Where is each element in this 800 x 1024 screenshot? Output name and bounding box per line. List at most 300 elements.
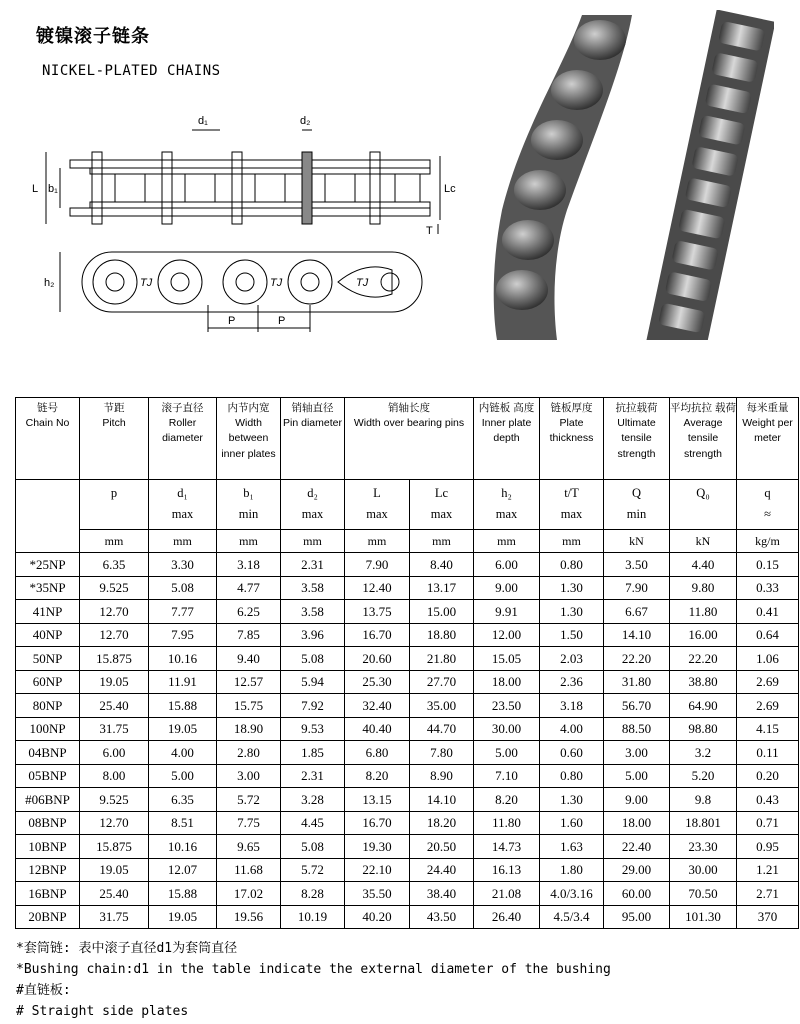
value-cell: 11.80: [670, 600, 737, 624]
value-cell: 19.05: [149, 717, 217, 741]
value-cell: 0.20: [737, 764, 799, 788]
value-cell: 0.80: [540, 764, 604, 788]
value-cell: 9.8: [670, 788, 737, 812]
chain-no-cell: 80NP: [16, 694, 80, 718]
value-cell: 29.00: [604, 858, 670, 882]
value-cell: 2.36: [540, 670, 604, 694]
value-cell: 6.25: [217, 600, 281, 624]
value-cell: 27.70: [410, 670, 474, 694]
value-cell: 12.70: [80, 811, 149, 835]
label-pitch-1: P: [228, 315, 236, 327]
header-en: Pitch: [102, 417, 126, 430]
footnote-2: *Bushing chain:d1 in the table indicate the external diameter of the bushing: [16, 962, 611, 977]
header-en: Chain No: [25, 417, 70, 430]
value-cell: 2.03: [540, 647, 604, 671]
chain-no-cell: 04BNP: [16, 741, 80, 765]
value-cell: 8.00: [80, 764, 149, 788]
value-cell: 18.801: [670, 811, 737, 835]
chain-no-cell: 41NP: [16, 600, 80, 624]
header-en: Average tensile strength: [683, 417, 723, 460]
header-cell: [540, 398, 604, 480]
label-T: T: [426, 225, 433, 237]
header-cn: 销轴长度: [388, 402, 430, 414]
value-cell: 30.00: [670, 858, 737, 882]
symbol-cell: [281, 480, 345, 530]
value-cell: 2.69: [737, 694, 799, 718]
value-cell: 5.08: [281, 647, 345, 671]
value-cell: 18.20: [410, 811, 474, 835]
chain-no-cell: 60NP: [16, 670, 80, 694]
value-cell: 2.71: [737, 882, 799, 906]
value-cell: 16.00: [670, 623, 737, 647]
plate-stamp-3: TJ: [356, 277, 369, 289]
value-cell: 18.00: [604, 811, 670, 835]
unit-cell: mm: [217, 530, 281, 553]
value-cell: 95.00: [604, 905, 670, 929]
value-cell: 15.75: [217, 694, 281, 718]
symbol-cell: [670, 480, 737, 530]
table-row: [16, 858, 799, 882]
value-cell: 23.50: [474, 694, 540, 718]
symbol-cell: [474, 480, 540, 530]
value-cell: 7.10: [474, 764, 540, 788]
value-cell: 1.21: [737, 858, 799, 882]
value-cell: 31.75: [80, 717, 149, 741]
value-cell: 2.31: [281, 764, 345, 788]
header-en: Width over bearing pins: [353, 417, 465, 430]
value-cell: 12.00: [474, 623, 540, 647]
header-cell: [345, 398, 474, 480]
value-cell: 3.58: [281, 600, 345, 624]
page-title-chinese: 镀镍滚子链条: [36, 26, 150, 47]
footnotes: [16, 938, 611, 1022]
value-cell: 56.70: [604, 694, 670, 718]
value-cell: 6.35: [80, 553, 149, 577]
value-cell: 35.00: [410, 694, 474, 718]
label-d2: d₂: [300, 115, 311, 127]
symbol: Q₀: [696, 486, 710, 500]
value-cell: 1.06: [737, 647, 799, 671]
value-cell: 7.75: [217, 811, 281, 835]
table-row: [16, 694, 799, 718]
footnote-3: #直链板:: [16, 983, 71, 998]
value-cell: 35.50: [345, 882, 410, 906]
value-cell: 38.40: [410, 882, 474, 906]
value-cell: 3.50: [604, 553, 670, 577]
value-cell: 1.85: [281, 741, 345, 765]
value-cell: 98.80: [670, 717, 737, 741]
value-cell: 101.30: [670, 905, 737, 929]
value-cell: 7.77: [149, 600, 217, 624]
value-cell: 4.5/3.4: [540, 905, 604, 929]
chain-no-cell: *35NP: [16, 576, 80, 600]
header-en: Width between inner plates: [221, 417, 276, 460]
value-cell: 60.00: [604, 882, 670, 906]
value-cell: 20.50: [410, 835, 474, 859]
symbol: Lc: [434, 486, 449, 500]
footnote-1: *套筒链: 表中滚子直径d1为套筒直径: [16, 941, 238, 956]
unit-cell: mm: [149, 530, 217, 553]
value-cell: 16.13: [474, 858, 540, 882]
qualifier: min: [626, 507, 647, 522]
label-b1: b₁: [48, 183, 58, 195]
value-cell: 6.00: [474, 553, 540, 577]
value-cell: 0.15: [737, 553, 799, 577]
symbol-cell: [217, 480, 281, 530]
unit-cell: mm: [410, 530, 474, 553]
value-cell: 22.10: [345, 858, 410, 882]
value-cell: 9.525: [80, 788, 149, 812]
value-cell: 15.05: [474, 647, 540, 671]
header-cell: [281, 398, 345, 480]
value-cell: 15.00: [410, 600, 474, 624]
value-cell: 3.30: [149, 553, 217, 577]
label-Lc: Lc: [444, 183, 456, 195]
value-cell: 2.69: [737, 670, 799, 694]
header-cell: [217, 398, 281, 480]
chain-no-cell: 05BNP: [16, 764, 80, 788]
symbol-cell: [604, 480, 670, 530]
value-cell: 38.80: [670, 670, 737, 694]
value-cell: 4.45: [281, 811, 345, 835]
value-cell: 4.00: [540, 717, 604, 741]
value-cell: 7.80: [410, 741, 474, 765]
unit-cell: mm: [80, 530, 149, 553]
unit-cell: mm: [540, 530, 604, 553]
value-cell: 22.20: [604, 647, 670, 671]
qualifier: max: [495, 507, 518, 522]
value-cell: 0.95: [737, 835, 799, 859]
value-cell: 22.20: [670, 647, 737, 671]
table-row: [16, 788, 799, 812]
value-cell: 9.525: [80, 576, 149, 600]
table-row: [16, 811, 799, 835]
qualifier: max: [301, 507, 324, 522]
value-cell: 2.80: [217, 741, 281, 765]
value-cell: 19.05: [80, 670, 149, 694]
header-cn: 节距: [103, 402, 125, 414]
chain-photo-right: [646, 10, 774, 340]
value-cell: 44.70: [410, 717, 474, 741]
symbol: d₁: [177, 486, 188, 500]
value-cell: 19.05: [149, 905, 217, 929]
value-cell: 3.18: [540, 694, 604, 718]
value-cell: 14.10: [604, 623, 670, 647]
unit-cell: mm: [281, 530, 345, 553]
label-pitch-2: P: [278, 315, 286, 327]
value-cell: 10.19: [281, 905, 345, 929]
value-cell: 7.90: [604, 576, 670, 600]
header-en: Weight per meter: [742, 417, 793, 445]
value-cell: 1.30: [540, 788, 604, 812]
value-cell: 10.16: [149, 647, 217, 671]
value-cell: 8.28: [281, 882, 345, 906]
symbol: L: [373, 486, 381, 500]
unit-cell: kN: [670, 530, 737, 553]
chain-no-cell: 40NP: [16, 623, 80, 647]
value-cell: 7.85: [217, 623, 281, 647]
value-cell: 9.80: [670, 576, 737, 600]
value-cell: 0.41: [737, 600, 799, 624]
symbol-cell: [149, 480, 217, 530]
header-cn: 销轴直径: [291, 402, 334, 414]
value-cell: 9.65: [217, 835, 281, 859]
qualifier: ≈: [764, 507, 771, 522]
value-cell: 1.60: [540, 811, 604, 835]
value-cell: 9.53: [281, 717, 345, 741]
chain-spec-table: [15, 397, 799, 929]
blank-cell: [16, 480, 80, 553]
symbol-cell: [540, 480, 604, 530]
value-cell: 1.30: [540, 600, 604, 624]
label-d1: d₁: [198, 115, 208, 127]
value-cell: 8.51: [149, 811, 217, 835]
chain-no-cell: 100NP: [16, 717, 80, 741]
value-cell: 0.64: [737, 623, 799, 647]
chain-photo-left: [494, 15, 632, 340]
table-row: [16, 670, 799, 694]
value-cell: 8.20: [474, 788, 540, 812]
value-cell: 40.20: [345, 905, 410, 929]
value-cell: 64.90: [670, 694, 737, 718]
value-cell: 25.40: [80, 694, 149, 718]
header-cn: 内链板 高度: [478, 402, 535, 414]
value-cell: 10.16: [149, 835, 217, 859]
symbol: t/T: [564, 486, 579, 500]
value-cell: 18.90: [217, 717, 281, 741]
value-cell: 19.56: [217, 905, 281, 929]
value-cell: 5.08: [149, 576, 217, 600]
chain-no-cell: #06BNP: [16, 788, 80, 812]
value-cell: 26.40: [474, 905, 540, 929]
value-cell: 25.40: [80, 882, 149, 906]
symbol-cell: [737, 480, 799, 530]
value-cell: 11.91: [149, 670, 217, 694]
value-cell: 5.20: [670, 764, 737, 788]
table-row: [16, 882, 799, 906]
footnote-4: # Straight side plates: [16, 1004, 189, 1019]
label-h2: h₂: [44, 277, 55, 289]
value-cell: 3.00: [217, 764, 281, 788]
header-cn: 链板厚度: [550, 402, 593, 414]
symbol: p: [110, 486, 118, 500]
table-row: [16, 905, 799, 929]
table-row: [16, 741, 799, 765]
chain-no-cell: *25NP: [16, 553, 80, 577]
header-cn: 链号: [37, 402, 58, 414]
header-cell: [16, 398, 80, 480]
header-cell: [80, 398, 149, 480]
value-cell: 7.95: [149, 623, 217, 647]
value-cell: 1.30: [540, 576, 604, 600]
value-cell: 21.08: [474, 882, 540, 906]
header-cn: 平均抗拉 载荷: [670, 402, 736, 414]
value-cell: 70.50: [670, 882, 737, 906]
value-cell: 15.88: [149, 882, 217, 906]
value-cell: 30.00: [474, 717, 540, 741]
value-cell: 8.20: [345, 764, 410, 788]
chain-no-cell: 16BNP: [16, 882, 80, 906]
value-cell: 0.43: [737, 788, 799, 812]
header-en: Ultimate tensile strength: [617, 417, 656, 460]
header-cn: 滚子直径: [161, 402, 204, 414]
value-cell: 1.80: [540, 858, 604, 882]
value-cell: 5.72: [281, 858, 345, 882]
value-cell: 19.05: [80, 858, 149, 882]
table-row: [16, 717, 799, 741]
value-cell: 15.88: [149, 694, 217, 718]
symbol: d₂: [307, 486, 318, 500]
symbol: Q: [631, 486, 642, 500]
value-cell: 11.80: [474, 811, 540, 835]
value-cell: 1.63: [540, 835, 604, 859]
value-cell: 2.31: [281, 553, 345, 577]
value-cell: 8.40: [410, 553, 474, 577]
value-cell: 3.58: [281, 576, 345, 600]
chain-no-cell: 08BNP: [16, 811, 80, 835]
value-cell: 19.30: [345, 835, 410, 859]
value-cell: 4.00: [149, 741, 217, 765]
table-row: [16, 647, 799, 671]
value-cell: 6.80: [345, 741, 410, 765]
page-title-english: NICKEL-PLATED CHAINS: [42, 63, 221, 79]
value-cell: 5.08: [281, 835, 345, 859]
symbol-cell: [80, 480, 149, 530]
value-cell: 17.02: [217, 882, 281, 906]
chain-no-cell: 20BNP: [16, 905, 80, 929]
qualifier: max: [171, 507, 194, 522]
value-cell: 21.80: [410, 647, 474, 671]
value-cell: 14.10: [410, 788, 474, 812]
value-cell: 31.75: [80, 905, 149, 929]
header-cell: [474, 398, 540, 480]
table-row: [16, 764, 799, 788]
chain-dimension-diagram: [20, 100, 460, 340]
symbol: h₂: [501, 486, 512, 500]
value-cell: 14.73: [474, 835, 540, 859]
header-cn: 每米重量: [746, 402, 789, 414]
qualifier: max: [366, 507, 388, 522]
header-cell: [670, 398, 737, 480]
value-cell: 5.00: [149, 764, 217, 788]
value-cell: 370: [737, 905, 799, 929]
value-cell: 11.68: [217, 858, 281, 882]
value-cell: 5.72: [217, 788, 281, 812]
value-cell: 9.00: [474, 576, 540, 600]
value-cell: 18.00: [474, 670, 540, 694]
value-cell: 6.67: [604, 600, 670, 624]
symbol-cell: [410, 480, 474, 530]
value-cell: 4.0/3.16: [540, 882, 604, 906]
table-row: [16, 553, 799, 577]
symbol: q: [764, 486, 771, 500]
header-cn: 内节内宽: [227, 402, 270, 414]
qualifier: max: [560, 507, 583, 522]
value-cell: 32.40: [345, 694, 410, 718]
value-cell: 20.60: [345, 647, 410, 671]
unit-cell: kg/m: [737, 530, 799, 553]
value-cell: 12.57: [217, 670, 281, 694]
value-cell: 4.77: [217, 576, 281, 600]
chain-no-cell: 10BNP: [16, 835, 80, 859]
value-cell: 15.875: [80, 647, 149, 671]
value-cell: 12.70: [80, 623, 149, 647]
value-cell: 88.50: [604, 717, 670, 741]
value-cell: 7.90: [345, 553, 410, 577]
value-cell: 0.80: [540, 553, 604, 577]
value-cell: 22.40: [604, 835, 670, 859]
value-cell: 1.50: [540, 623, 604, 647]
value-cell: 12.07: [149, 858, 217, 882]
header-en: Pin diameter: [283, 417, 342, 430]
header-en: Inner plate depth: [481, 417, 532, 445]
value-cell: 23.30: [670, 835, 737, 859]
value-cell: 6.00: [80, 741, 149, 765]
header-cell: [737, 398, 799, 480]
value-cell: 3.2: [670, 741, 737, 765]
value-cell: 13.17: [410, 576, 474, 600]
chain-no-cell: 12BNP: [16, 858, 80, 882]
plate-stamp-2: TJ: [270, 277, 283, 289]
header-en: Plate thickness: [549, 417, 594, 445]
value-cell: 43.50: [410, 905, 474, 929]
qualifier: max: [430, 507, 453, 522]
header-en: Roller diameter: [162, 417, 203, 445]
table-row: [16, 600, 799, 624]
value-cell: 3.00: [604, 741, 670, 765]
plate-stamp-1: TJ: [140, 277, 153, 289]
value-cell: 0.71: [737, 811, 799, 835]
value-cell: 25.30: [345, 670, 410, 694]
value-cell: 7.92: [281, 694, 345, 718]
unit-cell: mm: [345, 530, 410, 553]
value-cell: 3.28: [281, 788, 345, 812]
header-cell: [604, 398, 670, 480]
header-cell: [149, 398, 217, 480]
chain-no-cell: 50NP: [16, 647, 80, 671]
value-cell: 13.15: [345, 788, 410, 812]
value-cell: 9.00: [604, 788, 670, 812]
value-cell: 9.91: [474, 600, 540, 624]
unit-cell: kN: [604, 530, 670, 553]
label-L: L: [32, 183, 39, 195]
symbol: b₁: [243, 486, 254, 500]
value-cell: 40.40: [345, 717, 410, 741]
value-cell: 5.00: [604, 764, 670, 788]
qualifier: min: [238, 507, 259, 522]
value-cell: 12.70: [80, 600, 149, 624]
value-cell: 16.70: [345, 623, 410, 647]
value-cell: 3.96: [281, 623, 345, 647]
value-cell: 16.70: [345, 811, 410, 835]
value-cell: 4.15: [737, 717, 799, 741]
value-cell: 24.40: [410, 858, 474, 882]
value-cell: 6.35: [149, 788, 217, 812]
unit-cell: mm: [474, 530, 540, 553]
value-cell: 13.75: [345, 600, 410, 624]
value-cell: 9.40: [217, 647, 281, 671]
value-cell: 5.00: [474, 741, 540, 765]
header-cn: 抗拉载荷: [615, 402, 658, 414]
value-cell: 4.40: [670, 553, 737, 577]
value-cell: 31.80: [604, 670, 670, 694]
table-row: [16, 835, 799, 859]
value-cell: 0.60: [540, 741, 604, 765]
table-row: [16, 576, 799, 600]
value-cell: 12.40: [345, 576, 410, 600]
symbol-cell: [345, 480, 410, 530]
chain-photo: [482, 10, 774, 340]
